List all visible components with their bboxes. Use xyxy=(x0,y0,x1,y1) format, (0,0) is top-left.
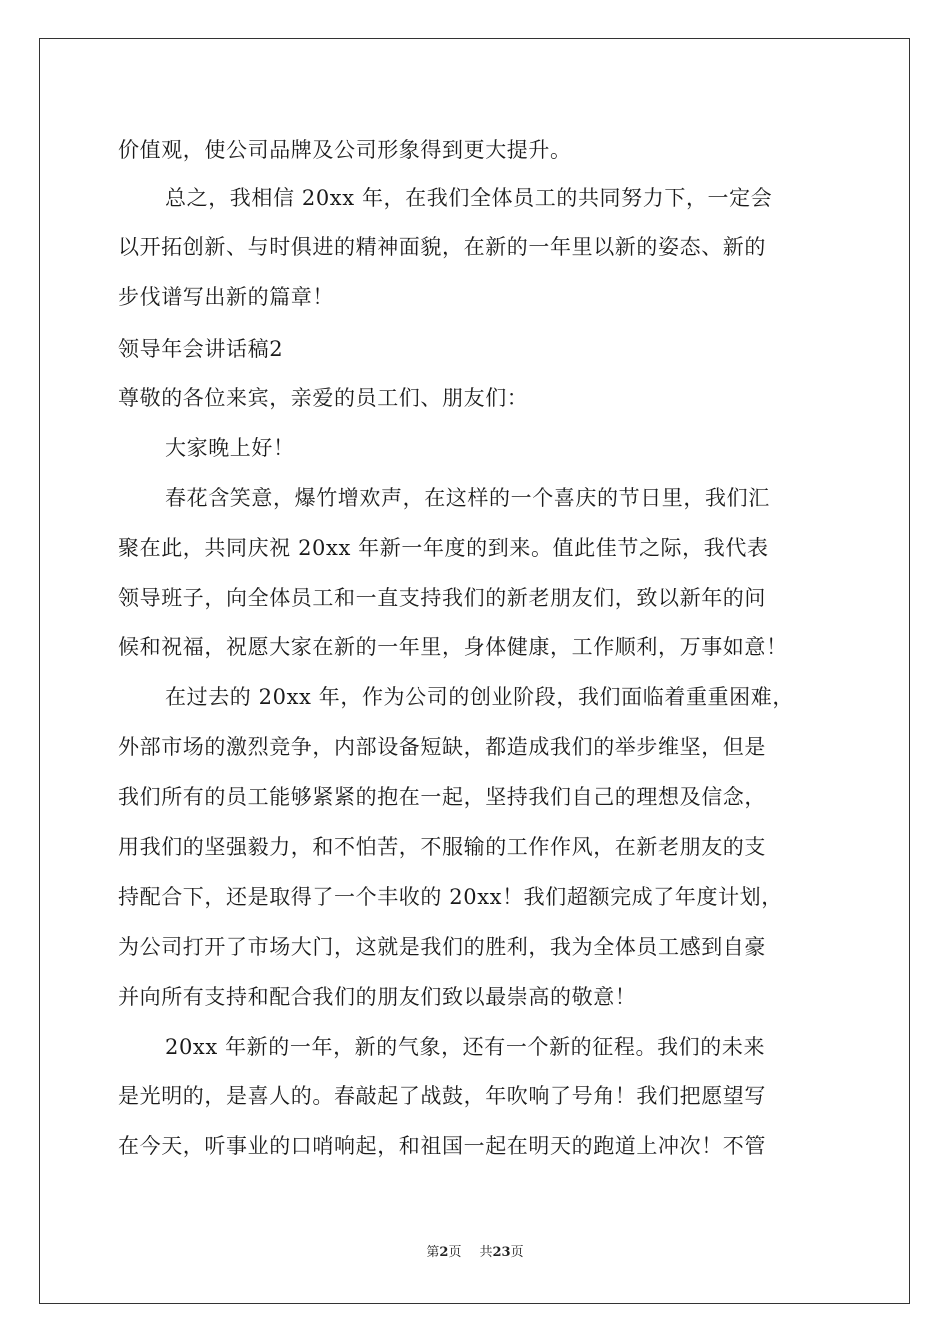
page-footer xyxy=(0,1245,950,1261)
total-suffix: 页 xyxy=(510,1245,524,1260)
page-number: 2 xyxy=(439,1245,449,1260)
total-prefix: 共 xyxy=(479,1245,493,1260)
text-line: 步伐谱写出新的篇章！ xyxy=(118,285,334,309)
text-line: 20xx 年新的一年，新的气象，还有一个新的征程。我们的未来 xyxy=(165,1035,766,1059)
text-line: 是光明的，是喜人的。春敲起了战鼓，年吹响了号角！我们把愿望写 xyxy=(118,1084,766,1108)
text-line: 我们所有的员工能够紧紧的抱在一起，坚持我们自己的理想及信念， xyxy=(118,785,766,809)
text-line: 为公司打开了市场大门，这就是我们的胜利，我为全体员工感到自豪 xyxy=(118,935,766,959)
text-line: 外部市场的激烈竞争，内部设备短缺，都造成我们的举步维坚，但是 xyxy=(118,735,766,759)
text-line: 领导班子，向全体员工和一直支持我们的新老朋友们，致以新年的问 xyxy=(118,586,766,610)
text-line: 候和祝福，祝愿大家在新的一年里，身体健康，工作顺利，万事如意！ xyxy=(118,635,788,659)
text-line: 并向所有支持和配合我们的朋友们致以最崇高的敬意！ xyxy=(118,985,637,1009)
text-line: 以开拓创新、与时俱进的精神面貌，在新的一年里以新的姿态、新的 xyxy=(118,235,766,259)
text-line: 价值观，使公司品牌及公司形象得到更大提升。 xyxy=(118,138,572,162)
page-border xyxy=(39,38,910,1304)
page-suffix: 页 xyxy=(448,1245,462,1260)
page-prefix: 第 xyxy=(426,1245,440,1260)
total-pages: 23 xyxy=(492,1245,511,1260)
text-line: 聚在此，共同庆祝 20xx 年新一年度的到来。值此佳节之际，我代表 xyxy=(118,536,769,560)
text-line: 在今天，听事业的口哨响起，和祖国一起在明天的跑道上冲次！不管 xyxy=(118,1134,766,1158)
text-line: 用我们的坚强毅力，和不怕苦，不服输的工作作风，在新老朋友的支 xyxy=(118,835,766,859)
text-line: 总之，我相信 20xx 年，在我们全体员工的共同努力下，一定会 xyxy=(165,186,773,210)
salutation: 尊敬的各位来宾，亲爱的员工们、朋友们： xyxy=(118,386,529,410)
text-line: 春花含笑意，爆竹增欢声，在这样的一个喜庆的节日里，我们汇 xyxy=(165,486,770,510)
section-heading: 领导年会讲话稿2 xyxy=(118,337,284,361)
text-line: 持配合下，还是取得了一个丰收的 20xx！我们超额完成了年度计划， xyxy=(118,885,783,909)
greeting: 大家晚上好！ xyxy=(165,436,295,460)
text-line: 在过去的 20xx 年，作为公司的创业阶段，我们面临着重重困难， xyxy=(165,685,794,709)
